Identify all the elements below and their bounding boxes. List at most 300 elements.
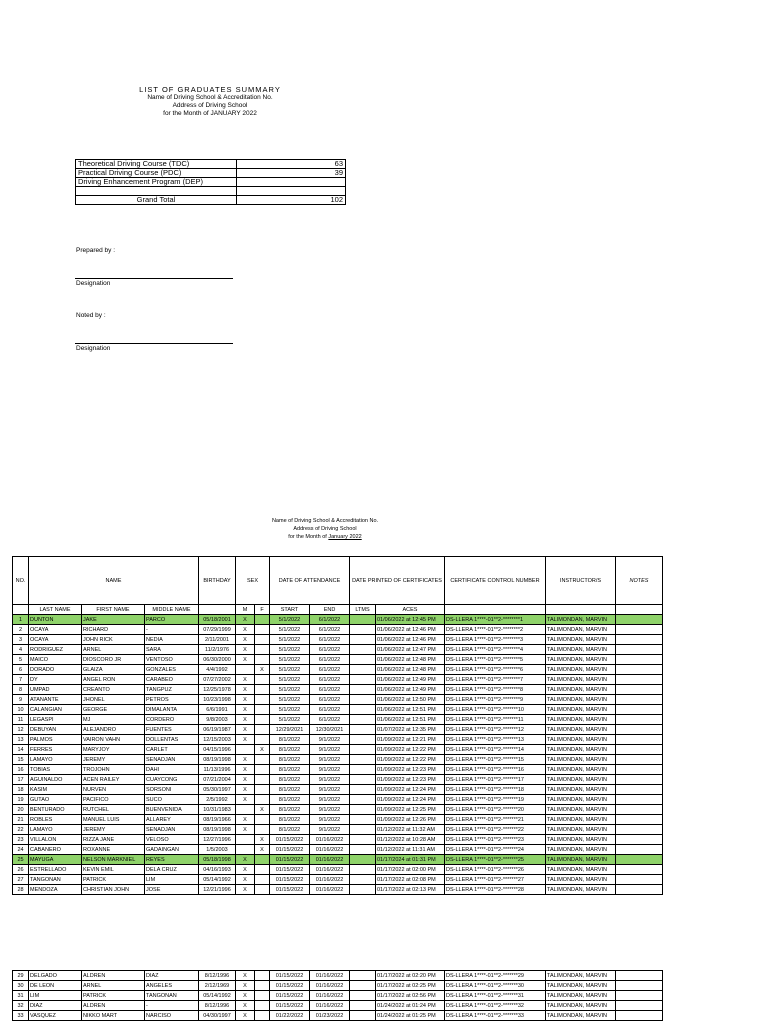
summary-label: Theoretical Driving Course (TDC) [76, 160, 237, 169]
cell-end: 12/30/2021 [310, 725, 350, 735]
cell-last: DEBUYAN [29, 725, 82, 735]
cell-aces: 01/24/2022 at 01:24 PM [376, 1001, 445, 1011]
cell-start: 8/1/2022 [270, 805, 310, 815]
cell-end: 9/1/2022 [310, 765, 350, 775]
sub-m: M [236, 605, 255, 615]
cell-notes [616, 785, 663, 795]
cell-cert: DS-LLERA 1****-01**2-********9 [445, 695, 546, 705]
cell-f [255, 971, 270, 981]
cell-start: 01/15/2022 [270, 865, 310, 875]
col-instructor: INSTRUCTOR/S [546, 557, 616, 605]
cell-cert: DS-LLERA 1****-01**2-*******25 [445, 855, 546, 865]
cell-end: 9/1/2022 [310, 775, 350, 785]
cell-no: 33 [13, 1011, 29, 1021]
cell-instr: TALIMONDAN, MARVIN [546, 765, 616, 775]
summary-label: Grand Total [76, 196, 237, 205]
cell-no: 17 [13, 775, 29, 785]
cell-last: CABANERO [29, 845, 82, 855]
cell-aces: 01/17/2022 at 02:25 PM [376, 981, 445, 991]
cell-cert: DS-LLERA 1****-01**2-*******10 [445, 705, 546, 715]
cell-instr: TALIMONDAN, MARVIN [546, 815, 616, 825]
cell-ltms [350, 845, 376, 855]
cell-end: 01/16/2022 [310, 865, 350, 875]
cell-bday: 05/14/1992 [199, 875, 236, 885]
cell-f [255, 625, 270, 635]
cell-end: 6/1/2022 [310, 665, 350, 675]
cell-f [255, 825, 270, 835]
cell-aces: 01/06/2022 at 12:46 PM [376, 625, 445, 635]
cell-f [255, 685, 270, 695]
sub-ltms: LTMS [350, 605, 376, 615]
cell-cert: DS-LLERA 1****-01**2-*******26 [445, 865, 546, 875]
cell-aces: 01/17/2022 at 02:13 PM [376, 885, 445, 895]
cell-end: 01/16/2022 [310, 991, 350, 1001]
cell-cert: DS-LLERA 1****-01**2-*******27 [445, 875, 546, 885]
cell-last: CALANGIAN [29, 705, 82, 715]
cell-bday: 08/19/1998 [199, 825, 236, 835]
cell-instr: TALIMONDAN, MARVIN [546, 805, 616, 815]
cell-first: JEREMY [82, 825, 145, 835]
cell-bday: 11/2/1976 [199, 645, 236, 655]
cell-end: 9/1/2022 [310, 785, 350, 795]
cell-last: ESTRELLADO [29, 865, 82, 875]
cell-notes [616, 705, 663, 715]
cell-bday: 2/11/2001 [199, 635, 236, 645]
cell-m: X [236, 875, 255, 885]
cell-last: DORADO [29, 665, 82, 675]
cell-middle: BUENVENIDA [145, 805, 199, 815]
summary-title: LIST OF GRADUATES SUMMARY [139, 85, 281, 94]
cell-ltms [350, 815, 376, 825]
cell-end: 9/1/2022 [310, 735, 350, 745]
cell-m: X [236, 625, 255, 635]
cell-ltms [350, 825, 376, 835]
table-row [13, 695, 663, 705]
cell-f [255, 885, 270, 895]
cell-ltms [350, 971, 376, 981]
table-row [13, 1001, 663, 1011]
cell-end: 6/1/2022 [310, 715, 350, 725]
cell-notes [616, 635, 663, 645]
cell-notes [616, 805, 663, 815]
cell-first: NELSON MARKNIEL [82, 855, 145, 865]
cell-no: 18 [13, 785, 29, 795]
cell-instr: TALIMONDAN, MARVIN [546, 685, 616, 695]
table-row [13, 855, 663, 865]
sub-bday [199, 605, 236, 615]
summary-table [75, 159, 346, 205]
cell-no: 6 [13, 665, 29, 675]
cell-f [255, 865, 270, 875]
cell-m: X [236, 865, 255, 875]
cell-f [255, 725, 270, 735]
cell-middle: CORDERO [145, 715, 199, 725]
col-name: NAME [29, 557, 199, 605]
report-month: for the Month of JANUARY 2022 [163, 110, 257, 117]
cell-m: X [236, 655, 255, 665]
cell-aces: 01/09/2022 at 12:23 PM [376, 775, 445, 785]
cell-end: 9/1/2022 [310, 795, 350, 805]
sub-start: START [270, 605, 310, 615]
cell-instr: TALIMONDAN, MARVIN [546, 695, 616, 705]
cell-aces: 01/09/2022 at 12:24 PM [376, 785, 445, 795]
cell-bday: 12/25/1978 [199, 685, 236, 695]
noted-by-label: Noted by : [76, 312, 106, 319]
cell-end: 01/23/2022 [310, 1011, 350, 1021]
cell-bday: 12/27/1996 [199, 835, 236, 845]
cell-notes [616, 845, 663, 855]
cell-instr: TALIMONDAN, MARVIN [546, 775, 616, 785]
cell-middle: REYES [145, 855, 199, 865]
table-row [13, 815, 663, 825]
summary-value [237, 187, 346, 196]
cell-no: 8 [13, 685, 29, 695]
cell-cert: DS-LLERA 1****-01**2-*******12 [445, 725, 546, 735]
cell-notes [616, 835, 663, 845]
cell-first: CREANTO [82, 685, 145, 695]
cell-instr: TALIMONDAN, MARVIN [546, 745, 616, 755]
cell-cert: DS-LLERA 1****-01**2-*******22 [445, 825, 546, 835]
cell-first: ALEJANDRO [82, 725, 145, 735]
cell-aces: 01/17/2022 at 02:20 PM [376, 971, 445, 981]
cell-bday: 9/8/2003 [199, 715, 236, 725]
cell-instr: TALIMONDAN, MARVIN [546, 675, 616, 685]
cell-m: X [236, 635, 255, 645]
cell-ltms [350, 805, 376, 815]
table-row [13, 625, 663, 635]
cell-cert: DS-LLERA 1****-01**2-*******17 [445, 775, 546, 785]
cell-no: 13 [13, 735, 29, 745]
cell-start: 5/1/2022 [270, 645, 310, 655]
cell-start: 01/15/2022 [270, 1001, 310, 1011]
cell-ltms [350, 655, 376, 665]
cell-bday: 10/23/1998 [199, 695, 236, 705]
cell-m: X [236, 765, 255, 775]
col-attendance: DATE OF ATTENDANCE [270, 557, 350, 605]
cell-f [255, 655, 270, 665]
cell-m [236, 845, 255, 855]
cell-instr: TALIMONDAN, MARVIN [546, 825, 616, 835]
cell-instr: TALIMONDAN, MARVIN [546, 715, 616, 725]
cell-notes [616, 755, 663, 765]
cell-cert: DS-LLERA 1****-01**2-*******13 [445, 735, 546, 745]
cell-m: X [236, 825, 255, 835]
cell-aces: 01/24/2022 at 01:25 PM [376, 1011, 445, 1021]
cell-f: X [255, 845, 270, 855]
cell-instr: TALIMONDAN, MARVIN [546, 1001, 616, 1011]
cell-aces: 01/09/2022 at 12:21 PM [376, 735, 445, 745]
cell-aces: 01/09/2022 at 12:22 PM [376, 755, 445, 765]
cell-m [236, 665, 255, 675]
cell-first: ROXANNE [82, 845, 145, 855]
cell-notes [616, 675, 663, 685]
cell-last: KASIM [29, 785, 82, 795]
cell-notes [616, 715, 663, 725]
cell-bday: 04/15/1996 [199, 745, 236, 755]
cell-f [255, 785, 270, 795]
cell-f [255, 645, 270, 655]
cell-start: 5/1/2022 [270, 715, 310, 725]
cell-start: 01/22/2022 [270, 1011, 310, 1021]
cell-start: 01/15/2022 [270, 855, 310, 865]
list-header [225, 517, 425, 541]
cell-start: 5/1/2022 [270, 655, 310, 665]
cell-cert: DS-LLERA 1****-01**2-*******15 [445, 755, 546, 765]
cell-start: 5/1/2022 [270, 625, 310, 635]
table-row [13, 685, 663, 695]
col-notes: NOTES [616, 557, 663, 605]
cell-start: 5/1/2022 [270, 675, 310, 685]
cell-aces: 01/09/2022 at 12:26 PM [376, 815, 445, 825]
summary-value: 63 [237, 160, 346, 169]
cell-no: 30 [13, 981, 29, 991]
summary-row [76, 187, 346, 196]
cell-cert: DS-LLERA 1****-01**2-********3 [445, 635, 546, 645]
cell-first: ALDREN [82, 971, 145, 981]
cell-bday: 2/12/1969 [199, 981, 236, 991]
cell-notes [616, 735, 663, 745]
noted-signature-line [75, 343, 233, 344]
cell-ltms [350, 795, 376, 805]
cell-instr: TALIMONDAN, MARVIN [546, 855, 616, 865]
cell-last: DUNTON [29, 615, 82, 625]
cell-end: 9/1/2022 [310, 825, 350, 835]
cell-instr: TALIMONDAN, MARVIN [546, 705, 616, 715]
cell-no: 4 [13, 645, 29, 655]
table-row [13, 705, 663, 715]
cell-first: CHRISTIAN JOHN [82, 885, 145, 895]
cell-end: 6/1/2022 [310, 655, 350, 665]
cell-end: 01/16/2022 [310, 1001, 350, 1011]
cell-m: X [236, 1011, 255, 1021]
table-row [13, 805, 663, 815]
prepared-designation-label: Designation [76, 280, 111, 287]
cell-end: 01/16/2022 [310, 885, 350, 895]
cell-notes [616, 991, 663, 1001]
cell-middle: DELA CRUZ [145, 865, 199, 875]
cell-f: X [255, 745, 270, 755]
summary-value: 39 [237, 169, 346, 178]
cell-last: DY [29, 675, 82, 685]
cell-m: X [236, 685, 255, 695]
cell-middle: SARA [145, 645, 199, 655]
table-row [13, 665, 663, 675]
cell-aces: 01/12/2022 at 10:28 AM [376, 835, 445, 845]
cell-aces: 01/06/2022 at 12:51 PM [376, 715, 445, 725]
table-row [13, 755, 663, 765]
sub-first: FIRST NAME [82, 605, 145, 615]
cell-last: LAMAYO [29, 825, 82, 835]
cell-bday: 8/12/1996 [199, 971, 236, 981]
cell-end: 6/1/2022 [310, 615, 350, 625]
sub-no [13, 605, 29, 615]
table-row [13, 795, 663, 805]
table-row [13, 645, 663, 655]
cell-start: 8/1/2022 [270, 735, 310, 745]
cell-end: 6/1/2022 [310, 685, 350, 695]
table-row [13, 785, 663, 795]
cell-middle: NARCISO [145, 1011, 199, 1021]
cell-first: RIZZA JANE [82, 835, 145, 845]
cell-aces: 01/12/2022 at 11:31 AM [376, 845, 445, 855]
cell-no: 20 [13, 805, 29, 815]
table-row [13, 735, 663, 745]
table-row [13, 885, 663, 895]
cell-notes [616, 645, 663, 655]
cell-last: UMPAD [29, 685, 82, 695]
cell-no: 14 [13, 745, 29, 755]
cell-cert: DS-LLERA 1****-01**2-*******24 [445, 845, 546, 855]
cell-ltms [350, 785, 376, 795]
cell-start: 01/15/2022 [270, 885, 310, 895]
cell-middle: JOSE [145, 885, 199, 895]
table-row [13, 991, 663, 1001]
cell-middle: DAHI [145, 765, 199, 775]
cell-last: LAMAYO [29, 755, 82, 765]
cell-f [255, 755, 270, 765]
cell-no: 9 [13, 695, 29, 705]
cell-bday: 06/30/2000 [199, 655, 236, 665]
cell-m: X [236, 981, 255, 991]
cell-m: X [236, 1001, 255, 1011]
cell-end: 6/1/2022 [310, 635, 350, 645]
cell-ltms [350, 875, 376, 885]
cell-bday: 05/30/1997 [199, 785, 236, 795]
cell-last: PALMOS [29, 735, 82, 745]
cell-aces: 01/07/2022 at 12:35 PM [376, 725, 445, 735]
cell-start: 8/1/2022 [270, 745, 310, 755]
cell-f [255, 735, 270, 745]
cell-first: JEREMY [82, 755, 145, 765]
cell-first: ALDREN [82, 1001, 145, 1011]
graduates-table [12, 556, 663, 895]
cell-aces: 01/17/2024 at 01:31 PM [376, 855, 445, 865]
cell-bday: 1/5/2003 [199, 845, 236, 855]
cell-notes [616, 825, 663, 835]
cell-end: 9/1/2022 [310, 745, 350, 755]
cell-m: X [236, 715, 255, 725]
cell-notes [616, 775, 663, 785]
cell-cert: DS-LLERA 1****-01**2-*******23 [445, 835, 546, 845]
cell-end: 01/16/2022 [310, 875, 350, 885]
cell-no: 21 [13, 815, 29, 825]
cell-notes [616, 1001, 663, 1011]
cell-notes [616, 765, 663, 775]
list-school-name: Name of Driving School & Accreditation No. [271, 518, 379, 524]
col-sex: SEX [236, 557, 270, 605]
cell-middle: GONZALES [145, 665, 199, 675]
cell-first: NIKKO MART [82, 1011, 145, 1021]
cell-last: ATANANTE [29, 695, 82, 705]
summary-header [0, 86, 420, 118]
cell-f [255, 775, 270, 785]
sub-cert [445, 605, 546, 615]
summary-label: Driving Enhancement Program (DEP) [76, 178, 237, 187]
cell-ltms [350, 685, 376, 695]
cell-notes [616, 685, 663, 695]
cell-bday: 10/31/1983 [199, 805, 236, 815]
cell-cert: DS-LLERA 1****-01**2-********5 [445, 655, 546, 665]
cell-bday: 4/4/1992 [199, 665, 236, 675]
cell-ltms [350, 725, 376, 735]
cell-instr: TALIMONDAN, MARVIN [546, 725, 616, 735]
cell-ltms [350, 745, 376, 755]
cell-aces: 01/06/2022 at 12:46 PM [376, 635, 445, 645]
cell-start: 8/1/2022 [270, 815, 310, 825]
cell-instr: TALIMONDAN, MARVIN [546, 645, 616, 655]
cell-f: X [255, 805, 270, 815]
cell-aces: 01/06/2022 at 12:48 PM [376, 665, 445, 675]
cell-m: X [236, 785, 255, 795]
cell-middle: SUCO [145, 795, 199, 805]
cell-bday: 06/19/1987 [199, 725, 236, 735]
cell-m [236, 745, 255, 755]
cell-bday: 05/18/1998 [199, 855, 236, 865]
cell-notes [616, 665, 663, 675]
cell-f [255, 1001, 270, 1011]
cell-last: LEGASPI [29, 715, 82, 725]
cell-last: DE LEON [29, 981, 82, 991]
cell-f [255, 1011, 270, 1021]
cell-start: 8/1/2022 [270, 825, 310, 835]
cell-middle: CARABEO [145, 675, 199, 685]
cell-end: 6/1/2022 [310, 705, 350, 715]
cell-end: 6/1/2022 [310, 625, 350, 635]
cell-start: 8/1/2022 [270, 785, 310, 795]
cell-last: OCAYA [29, 625, 82, 635]
cell-ltms [350, 695, 376, 705]
cell-no: 1 [13, 615, 29, 625]
table-row [13, 825, 663, 835]
cell-no: 29 [13, 971, 29, 981]
cell-m: X [236, 855, 255, 865]
cell-ltms [350, 705, 376, 715]
cell-end: 6/1/2022 [310, 675, 350, 685]
cell-end: 01/16/2022 [310, 835, 350, 845]
cell-f [255, 675, 270, 685]
cell-bday: 12/21/1996 [199, 885, 236, 895]
table-row [13, 865, 663, 875]
cell-ltms [350, 1011, 376, 1021]
cell-start: 5/1/2022 [270, 635, 310, 645]
cell-aces: 01/17/2022 at 02:00 PM [376, 865, 445, 875]
cell-cert: DS-LLERA 1****-01**2-*******20 [445, 805, 546, 815]
cell-cert: DS-LLERA 1****-01**2-*******11 [445, 715, 546, 725]
cell-m: X [236, 695, 255, 705]
cell-middle: SORSONI [145, 785, 199, 795]
cell-start: 5/1/2022 [270, 695, 310, 705]
cell-no: 5 [13, 655, 29, 665]
summary-label: Practical Driving Course (PDC) [76, 169, 237, 178]
cell-no: 3 [13, 635, 29, 645]
cell-end: 01/16/2022 [310, 981, 350, 991]
cell-first: PACIFICO [82, 795, 145, 805]
cell-bday: 6/6/1991 [199, 705, 236, 715]
cell-cert: DS-LLERA 1****-01**2-*******21 [445, 815, 546, 825]
cell-notes [616, 971, 663, 981]
list-report-month: for the Month of January 2022 [288, 534, 362, 540]
cell-bday: 08/19/1998 [199, 755, 236, 765]
cell-last: DIAZ [29, 1001, 82, 1011]
cell-ltms [350, 635, 376, 645]
cell-notes [616, 815, 663, 825]
cell-instr: TALIMONDAN, MARVIN [546, 665, 616, 675]
cell-end: 01/16/2022 [310, 855, 350, 865]
cell-first: ARNEL [82, 645, 145, 655]
col-cert: CERTIFICATE CONTROL NUMBER [445, 557, 546, 605]
cell-first: VAIRON VAHN [82, 735, 145, 745]
cell-notes [616, 615, 663, 625]
